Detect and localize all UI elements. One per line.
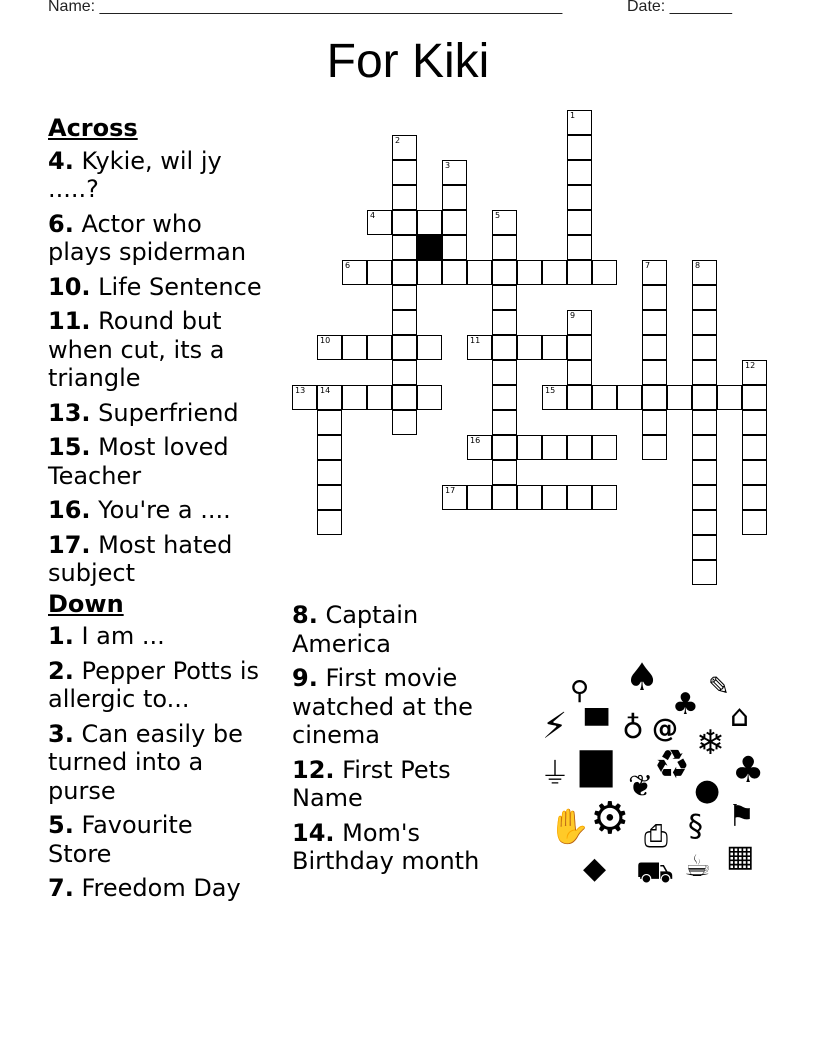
cell-number: 15 (545, 386, 556, 395)
clue-across-6 (48, 210, 263, 267)
clover-icon: ♣ (672, 687, 699, 722)
clue-number: 5. (48, 811, 74, 839)
grid-cell[interactable] (317, 385, 342, 410)
grid-cell[interactable] (492, 260, 517, 285)
clue-down-12 (292, 756, 502, 813)
grid-cell[interactable] (567, 110, 592, 135)
clue-number: 15. (48, 433, 91, 461)
grid-cell[interactable] (442, 485, 467, 510)
grid-cell[interactable] (317, 460, 342, 485)
clue-across-13 (48, 399, 263, 428)
grid-cell[interactable] (742, 485, 767, 510)
clue-down-9 (292, 664, 502, 750)
grid-cell[interactable] (417, 210, 442, 235)
cell-number: 5 (495, 211, 501, 220)
grid-cell[interactable] (692, 460, 717, 485)
lightbulb-icon: ♁ (622, 711, 644, 746)
clue-number: 12. (292, 755, 335, 784)
clue-number: 3. (48, 719, 74, 748)
cell-number: 16 (470, 436, 481, 445)
grid-cell[interactable] (542, 385, 567, 410)
grid-cell[interactable] (642, 260, 667, 285)
clue-down-14 (292, 819, 502, 876)
clue-down-1 (48, 622, 263, 651)
grid-cell[interactable] (642, 285, 667, 310)
leaf-icon: ♠ (625, 655, 660, 699)
grid-cell[interactable] (492, 385, 517, 410)
grid-cell[interactable] (342, 260, 367, 285)
grid-cell[interactable] (567, 135, 592, 160)
grid-cell[interactable] (492, 210, 517, 235)
grid-cell[interactable] (692, 535, 717, 560)
grid-cell[interactable] (567, 335, 592, 360)
grid-cell[interactable] (392, 210, 417, 235)
clue-down-2 (48, 657, 263, 714)
clue-down-3 (48, 720, 263, 806)
flag-icon: ⚑ (728, 799, 755, 834)
clue-text: Actor who plays spiderman (48, 209, 247, 266)
grid-cell[interactable] (567, 160, 592, 185)
page-title: For Kiki (326, 35, 490, 88)
cell-number: 10 (320, 336, 331, 345)
clue-text: I am ... (81, 622, 165, 650)
clue-number: 6. (48, 209, 74, 238)
tree-icon: ♣ (732, 750, 765, 791)
cell-number: 3 (445, 161, 451, 170)
grid-cell[interactable] (317, 510, 342, 535)
grid-cell[interactable] (692, 260, 717, 285)
plug-icon: ⏚ (540, 757, 570, 792)
grid-cell[interactable] (442, 210, 467, 235)
black-cell (417, 235, 442, 260)
clue-number: 16. (48, 496, 91, 524)
clue-down-5 (48, 811, 263, 868)
clue-text: Life Sentence (98, 272, 262, 301)
grid-cell[interactable] (392, 385, 417, 410)
clue-text: First Pets Name (292, 755, 451, 812)
grid-cell[interactable] (417, 385, 442, 410)
grid-cell[interactable] (492, 460, 517, 485)
grid-cell[interactable] (642, 335, 667, 360)
clue-text: Mom's Birthday month (292, 818, 480, 875)
grid-cell[interactable] (567, 360, 592, 385)
clue-text: Favourite Store (48, 811, 193, 868)
clue-text: Captain America (292, 601, 419, 658)
grid-cell[interactable] (742, 435, 767, 460)
grid-cell[interactable] (342, 335, 367, 360)
grid-cell[interactable] (667, 385, 692, 410)
clue-text: Superfriend (98, 398, 239, 427)
grid-cell[interactable] (392, 235, 417, 260)
grid-cell[interactable] (417, 260, 442, 285)
house-icon: ⌂ (730, 699, 750, 734)
clue-text: You're a .... (98, 496, 231, 524)
cell-number: 2 (395, 136, 401, 145)
grid-cell[interactable] (692, 560, 717, 585)
clue-text: Round but when cut, its a triangle (48, 307, 225, 392)
cell-number: 11 (470, 336, 481, 345)
grid-cell[interactable] (592, 485, 617, 510)
clue-number: 13. (48, 398, 91, 427)
grid-cell[interactable] (392, 310, 417, 335)
grid-cell[interactable] (592, 260, 617, 285)
grid-cell[interactable] (567, 385, 592, 410)
gear-icon: ⚙ (590, 793, 630, 844)
grid-cell[interactable] (567, 210, 592, 235)
grid-cell[interactable] (367, 210, 392, 235)
clues-left (48, 114, 263, 909)
grid-cell[interactable] (692, 485, 717, 510)
grid-cell[interactable] (567, 260, 592, 285)
pencil-icon: ✎ (708, 672, 730, 702)
cell-number: 13 (295, 386, 306, 395)
grid-cell[interactable] (492, 310, 517, 335)
grid-cell[interactable] (442, 185, 467, 210)
grid-cell[interactable] (592, 385, 617, 410)
clue-number: 2. (48, 656, 74, 685)
grid-cell[interactable] (342, 385, 367, 410)
grid-cell[interactable] (692, 310, 717, 335)
footprint-icon: ❦ (628, 769, 654, 804)
grid-cell[interactable] (392, 410, 417, 435)
grid-cell[interactable] (492, 410, 517, 435)
clue-across-17 (48, 531, 263, 588)
grid-cell[interactable] (517, 335, 542, 360)
grid-cell[interactable] (742, 360, 767, 385)
grid-cell[interactable] (642, 385, 667, 410)
bag-icon: ▆ (580, 738, 613, 787)
grid-cell[interactable] (567, 310, 592, 335)
grid-cell[interactable] (292, 385, 317, 410)
hand-icon: ✋ (548, 807, 591, 847)
clue-number: 1. (48, 622, 74, 650)
clue-down-8 (292, 601, 502, 658)
grid-cell[interactable] (317, 410, 342, 435)
grid-cell[interactable] (317, 335, 342, 360)
dna-icon: § (688, 809, 703, 844)
fish-icon: ◆ (583, 851, 607, 886)
grid-cell[interactable] (517, 435, 542, 460)
clues-right (292, 601, 502, 882)
grid-cell[interactable] (492, 235, 517, 260)
bicycle-icon: ⚲ (570, 676, 590, 706)
grid-cell[interactable] (642, 410, 667, 435)
grid-cell[interactable] (517, 260, 542, 285)
grid-cell[interactable] (367, 260, 392, 285)
grid-cell[interactable] (592, 435, 617, 460)
grid-cell[interactable] (492, 485, 517, 510)
down-heading: Down (48, 589, 124, 618)
clue-number: 4. (48, 146, 74, 175)
clue-text: Kykie, wil jy .....? (48, 146, 222, 203)
lightning-icon: ⚡ (542, 706, 568, 747)
grid-cell[interactable] (367, 335, 392, 360)
grid-cell[interactable] (517, 485, 542, 510)
grid-cell[interactable] (492, 435, 517, 460)
cell-number: 6 (345, 261, 351, 270)
grid-cell[interactable] (692, 360, 717, 385)
grid-cell[interactable] (392, 285, 417, 310)
shirt-icon: ▀ (585, 709, 609, 744)
grid-cell[interactable] (542, 260, 567, 285)
grid-cell[interactable] (492, 360, 517, 385)
grid-cell[interactable] (317, 435, 342, 460)
grid-cell[interactable] (442, 160, 467, 185)
recycle-icon: ♻ (654, 742, 690, 788)
grid-cell[interactable] (392, 135, 417, 160)
grid-cell[interactable] (392, 185, 417, 210)
grid-cell[interactable] (567, 235, 592, 260)
clue-across-15 (48, 433, 263, 490)
grid-cell[interactable] (692, 285, 717, 310)
clue-across-10 (48, 273, 263, 302)
cell-number: 12 (745, 361, 756, 370)
clue-across-11 (48, 307, 263, 393)
snowflake-icon: ❄ (696, 723, 725, 763)
cell-number: 4 (370, 211, 376, 220)
grid-cell[interactable] (392, 360, 417, 385)
clue-text: Can easily be turned into a purse (48, 719, 243, 805)
car-icon: ⛟ (636, 855, 674, 890)
cell-number: 14 (320, 386, 331, 395)
grid-cell[interactable] (617, 385, 642, 410)
clue-number: 11. (48, 307, 91, 335)
grid-cell[interactable] (567, 485, 592, 510)
grid-cell[interactable] (742, 460, 767, 485)
drops-icon: ● (694, 773, 721, 808)
grid-cell[interactable] (392, 335, 417, 360)
grid-cell[interactable] (692, 435, 717, 460)
clue-number: 8. (292, 601, 318, 629)
cell-number: 1 (570, 111, 576, 120)
grid-cell[interactable] (442, 260, 467, 285)
grid-cell[interactable] (742, 385, 767, 410)
grid-cell[interactable] (642, 310, 667, 335)
grid-cell[interactable] (692, 385, 717, 410)
grid-cell[interactable] (442, 235, 467, 260)
grid-cell[interactable] (467, 435, 492, 460)
clue-text: Pepper Potts is allergic to... (48, 656, 260, 713)
cell-number: 7 (645, 261, 651, 270)
clue-number: 9. (292, 664, 318, 692)
date-field[interactable]: Date: _______ (627, 0, 732, 15)
grid-cell[interactable] (367, 385, 392, 410)
grid-cell[interactable] (542, 335, 567, 360)
grid-cell[interactable] (692, 410, 717, 435)
grid-cell[interactable] (642, 360, 667, 385)
across-heading: Across (48, 114, 138, 142)
cell-number: 9 (570, 311, 576, 320)
clue-number: 10. (48, 272, 91, 301)
clue-text: Most loved Teacher (48, 433, 229, 490)
name-field[interactable]: Name: ____________________________________________________ (48, 0, 563, 15)
grid-cell[interactable] (492, 285, 517, 310)
calculator-icon: ▦ (726, 839, 755, 874)
cell-number: 8 (695, 261, 701, 270)
grid-cell[interactable] (542, 435, 567, 460)
clue-down-7 (48, 874, 263, 903)
grid-cell[interactable] (717, 385, 742, 410)
cell-number: 17 (445, 486, 456, 495)
clue-number: 17. (48, 530, 91, 559)
grid-cell[interactable] (742, 410, 767, 435)
printer-icon: ⎙ (644, 819, 668, 854)
grid-cell[interactable] (492, 335, 517, 360)
clue-number: 7. (48, 874, 74, 902)
grid-cell[interactable] (317, 485, 342, 510)
grid-cell[interactable] (467, 335, 492, 360)
grid-cell[interactable] (417, 335, 442, 360)
grid-cell[interactable] (642, 435, 667, 460)
at-sign-icon: @ (652, 714, 678, 744)
clue-text: Freedom Day (81, 874, 241, 902)
grid-cell[interactable] (467, 485, 492, 510)
grid-cell[interactable] (392, 160, 417, 185)
grid-cell[interactable] (392, 260, 417, 285)
grid-cell[interactable] (692, 510, 717, 535)
grid-cell[interactable] (567, 185, 592, 210)
grid-cell[interactable] (542, 485, 567, 510)
clue-across-16 (48, 496, 263, 525)
clue-across-4 (48, 147, 263, 204)
clue-text: Most hated subject (48, 530, 233, 587)
clue-text: First movie watched at the cinema (292, 664, 473, 749)
grid-cell[interactable] (692, 335, 717, 360)
grid-cell[interactable] (467, 260, 492, 285)
grid-cell[interactable] (742, 510, 767, 535)
grid-cell[interactable] (567, 435, 592, 460)
clue-number: 14. (292, 818, 335, 847)
watering-can-icon: ☕ (684, 849, 711, 884)
